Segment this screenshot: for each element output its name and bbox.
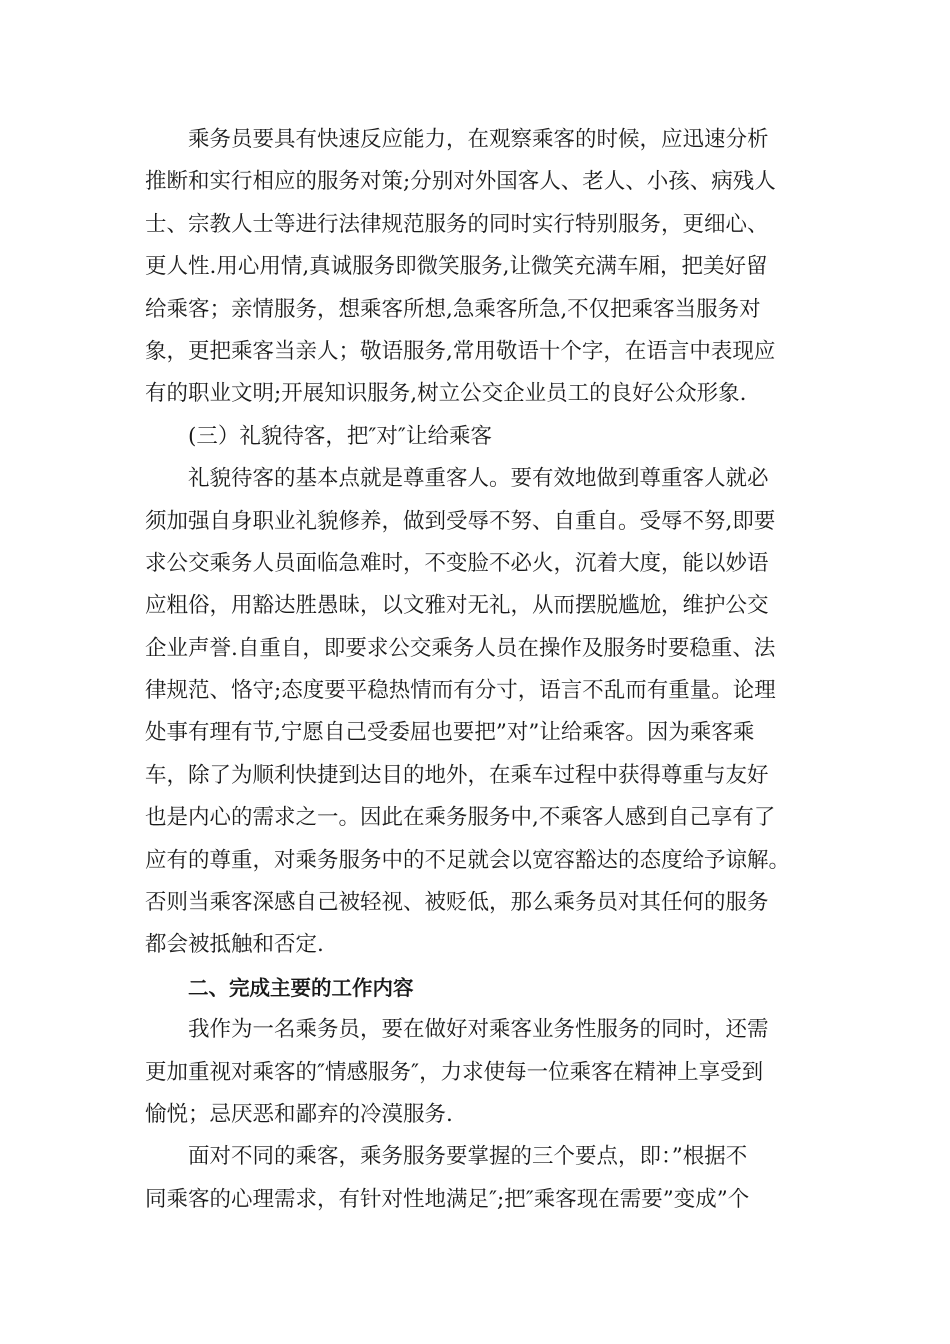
text-line: 应粗俗，用豁达胜愚昧，以文雅对无礼，从而摆脱尴尬，维护公交 xyxy=(145,593,769,619)
text-line: 车，除了为顺利快捷到达目的地外，在乘车过程中获得尊重与友好 xyxy=(145,762,769,788)
text-line: 应有的尊重，对乘务服务中的不足就会以宽容豁达的态度给予谅解。 xyxy=(145,847,791,873)
text-line: 也是内心的需求之一。因此在乘务服务中,不乘客人感到自己享有了 xyxy=(145,805,776,831)
text-line: 推断和实行相应的服务对策;分别对外国客人、老人、小孩、病残人 xyxy=(145,169,776,195)
text-line: 律规范、恪守;态度要平稳热情而有分寸，语言不乱而有重量。论理 xyxy=(145,678,776,704)
text-line: 有的职业文明;开展知识服务,树立公交企业员工的良好公众形象. xyxy=(145,381,747,407)
text-line: 给乘客；亲情服务，想乘客所想,急乘客所急,不仅把乘客当服务对 xyxy=(145,296,761,322)
text-line: 处事有理有节,宁愿自己受委屈也要把”对”让给乘客。因为乘客乘 xyxy=(145,720,755,746)
text-line: 更加重视对乘客的″情感服务″，力求使每一位乘客在精神上享受到 xyxy=(145,1059,764,1085)
text-line: 乘务员要具有快速反应能力，在观察乘客的时候，应迅速分析 xyxy=(188,127,769,152)
text-line: 都会被抵触和否定. xyxy=(145,932,324,958)
text-line: 更人性.用心用情,真诚服务即微笑服务,让微笑充满车厢，把美好留 xyxy=(145,254,768,280)
text-line: (三）礼貌待客，把″对″让给乘客 xyxy=(188,423,492,449)
text-line: 士、宗教人士等进行法律规范服务的同时实行特别服务，更细心、 xyxy=(145,211,769,237)
text-line: 同乘客的心理需求，有针对性地满足″;把″乘客现在需要”变成”个 xyxy=(145,1186,750,1212)
text-line: 象，更把乘客当亲人；敬语服务,常用敬语十个字，在语言中表现应 xyxy=(145,338,776,364)
text-line: 求公交乘务人员面临急难时，不变脸不必火，沉着大度，能以妙语 xyxy=(145,550,769,576)
text-line: 须加强自身职业礼貌修养，做到受辱不努、自重自。受辱不努,即要 xyxy=(145,508,776,534)
text-line: 否则当乘客深感自己被轻视、被贬低，那么乘务员对其任何的服务 xyxy=(145,890,769,916)
text-line: 面对不同的乘客，乘务服务要掌握的三个要点，即：”根据不 xyxy=(188,1144,748,1170)
section-heading: 二、完成主要的工作内容 xyxy=(188,975,414,1000)
document-body xyxy=(145,119,810,1221)
text-line: 我作为一名乘务员，要在做好对乘客业务性服务的同时，还需 xyxy=(188,1017,769,1043)
text-line: 企业声誉.自重自，即要求公交乘务人员在操作及服务时要稳重、法 xyxy=(145,635,776,661)
text-line: 礼貌待客的基本点就是尊重客人。要有效地做到尊重客人就必 xyxy=(188,466,769,492)
text-line: 愉悦；忌厌恶和鄙弃的冷漠服务. xyxy=(145,1101,453,1127)
